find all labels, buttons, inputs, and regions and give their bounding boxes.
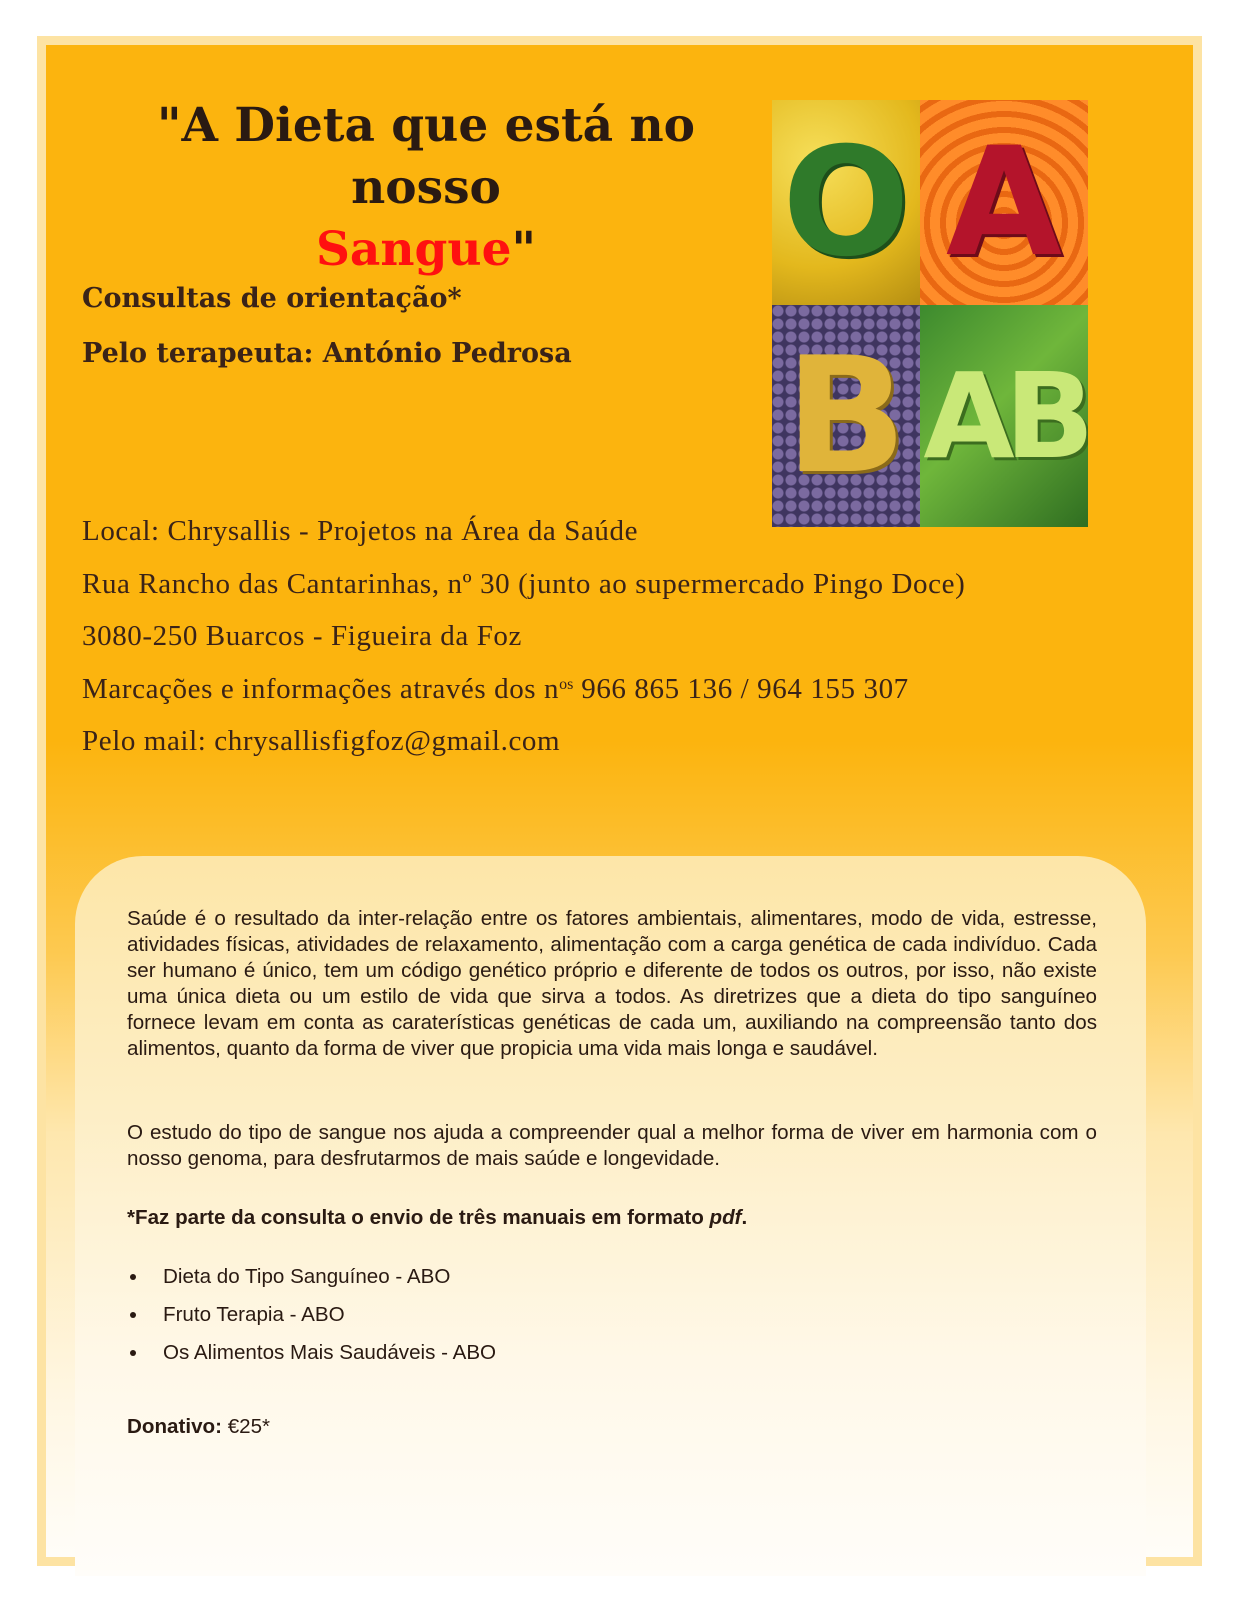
list-item [127,1264,496,1302]
title-end: " [511,222,536,277]
email-line: Pelo mail: chrysallisfigfoz@gmail.com [82,725,561,757]
address-line: Rua Rancho das Cantarinhas, nº 30 (junto ao supermercado Pingo Doce) [82,568,966,600]
bullet-icon [130,1350,136,1356]
bookings-line [82,673,909,706]
tile-a [920,100,1088,305]
consultation-heading: Consultas de orientação* [82,283,462,314]
list-item [127,1302,496,1340]
therapist-heading: Pelo terapeuta: António Pedrosa [82,338,572,369]
manual-title: Dieta do Tipo Sanguíneo - ABO [163,1265,451,1288]
list-item [127,1340,496,1378]
manual-title: Fruto Terapia - ABO [163,1303,345,1326]
flyer-title [106,95,746,281]
phone-numbers: 966 865 136 / 964 155 307 [573,673,909,705]
paragraph-health: Saúde é o resultado da inter-relação entre os fatores ambientais, alimentares, modo de vida, estresse, atividades físicas, atividades de relaxamento, alimentação com a carga genética de cada indivíduo. Cada ser humano é único, tem um código genético próprio e diferente de todos os outros, por isso, não existe uma única dieta ou um estilo de vida que sirva a todos. As diretrizes que a dieta do tipo sanguíneo fornece levam em conta as caraterísticas genéticas de cada um, auxiliando na compreensão tanto dos alimentos, quanto da forma de viver que propicia uma vida mais longa e saudável. [127,907,1097,1060]
postal-line: 3080-250 Buarcos - Figueira da Foz [82,620,523,652]
description-panel [75,856,1146,1576]
note-pdf: pdf [709,1206,742,1229]
letter-o: O [782,115,910,290]
manuals-note [127,1206,747,1230]
letter-ab: AB [923,347,1085,485]
bullet-icon [130,1312,136,1318]
bullet-icon [130,1274,136,1280]
letter-a: A [945,115,1063,290]
manuals-list [127,1264,496,1378]
tile-ab [920,305,1088,527]
title-line1: "A Dieta que está no nosso [156,98,696,215]
tile-o [772,100,920,305]
bookings-prefix: Marcações e informações através dos n [82,673,560,705]
note-main: *Faz parte da consulta o envio de três manuais em formato [127,1206,710,1229]
donation-line [127,1415,270,1439]
donation-label: Donativo: [127,1415,222,1438]
title-highlight: Sangue [315,222,512,277]
location-line: Local: Chrysallis - Projetos na Área da Saúde [82,515,639,547]
tile-b [772,305,920,527]
note-end: . [741,1206,748,1229]
flyer-page [37,36,1202,1566]
paragraph-study: O estudo do tipo de sangue nos ajuda a compreender qual a melhor forma de viver em harmonia com o nosso genoma, para desfrutarmos de mais saúde e longevidade. [127,1121,1097,1170]
letter-b: B [785,322,907,509]
donation-value: €25* [221,1415,271,1438]
blood-type-image [772,100,1088,527]
bookings-sup: os [559,676,574,693]
manual-title: Os Alimentos Mais Saudáveis - ABO [163,1341,497,1364]
